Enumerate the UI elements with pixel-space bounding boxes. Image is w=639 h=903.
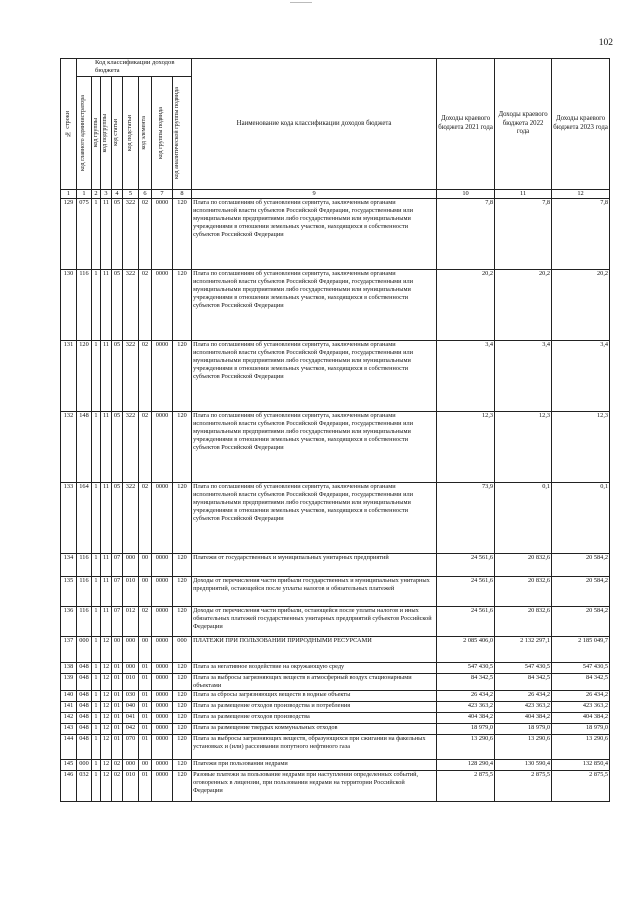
analytic-group-code: 120: [173, 771, 192, 802]
subtype-group-code: 0000: [152, 483, 173, 554]
revenue-2021: 3,4: [437, 341, 495, 412]
table-row: [61, 674, 610, 691]
article-code: 05: [112, 270, 123, 341]
article-code: 05: [112, 341, 123, 412]
subarticle-code: 010: [123, 771, 139, 802]
subtype-group-code: 0000: [152, 674, 173, 691]
element-code: 01: [139, 674, 152, 691]
revenue-2021: 73,9: [437, 483, 495, 554]
element-code: 01: [139, 691, 152, 702]
subtype-group-code: 0000: [152, 713, 173, 724]
row-number: 136: [61, 607, 77, 637]
revenue-2023: 20 584,2: [552, 607, 610, 637]
admin-code: 164: [77, 483, 92, 554]
element-code: 00: [139, 577, 152, 607]
group-code: 1: [92, 691, 101, 702]
row-number: 144: [61, 735, 77, 760]
subgroup-code: 11: [101, 270, 112, 341]
sub-header-subtype-group: [152, 76, 173, 189]
revenue-name: Плата по соглашениям об установлении сервитута, заключенным органами исполнительной власти субъектов Российской Федерации, государственными или муниципальными предприятиями либо государственными или муниципальными учреждениями в отношении земельных участков, находящихся в собственности субъектов Российской Федерации: [192, 341, 437, 412]
row-number: 142: [61, 713, 77, 724]
element-code: 02: [139, 199, 152, 270]
revenue-2022: 20 832,6: [495, 554, 552, 577]
group-code: 1: [92, 713, 101, 724]
subtype-group-code: 0000: [152, 199, 173, 270]
revenue-2021: 2 875,5: [437, 771, 495, 802]
subarticle-code: 070: [123, 735, 139, 760]
table-row: [61, 483, 610, 554]
subarticle-code: 322: [123, 341, 139, 412]
column-number: 5: [123, 189, 139, 198]
admin-code: 116: [77, 577, 92, 607]
row-number: 135: [61, 577, 77, 607]
element-code: 01: [139, 702, 152, 713]
sub-header-admin-label: код главного администратора: [80, 94, 87, 171]
subgroup-code: 11: [101, 412, 112, 483]
table-row: [61, 724, 610, 735]
subtype-group-code: 0000: [152, 637, 173, 663]
sub-header-subgroup-label: код подгруппы: [102, 113, 109, 153]
revenue-2021: 26 434,2: [437, 691, 495, 702]
year-2021-header: Доходы краевого бюджета 2021 года: [437, 59, 495, 190]
revenue-name: Плата за размещение отходов производства: [192, 713, 437, 724]
article-code: 02: [112, 771, 123, 802]
subtype-group-code: 0000: [152, 760, 173, 771]
subgroup-code: 12: [101, 702, 112, 713]
admin-code: 048: [77, 724, 92, 735]
admin-code: 116: [77, 607, 92, 637]
sub-header-subtype-group-label: код группы подвида: [158, 106, 165, 159]
column-number: 10: [437, 189, 495, 198]
admin-code: 048: [77, 691, 92, 702]
element-code: 01: [139, 713, 152, 724]
revenue-name: Плата по соглашениям об установлении сервитута, заключенным органами исполнительной власти субъектов Российской Федерации, государственными или муниципальными предприятиями либо государственными или муниципальными учреждениями в отношении земельных участков, находящихся в собственности субъектов Российской Федерации: [192, 412, 437, 483]
revenue-name: Платежи от государственных и муниципальных унитарных предприятий: [192, 554, 437, 577]
revenue-2023: 12,3: [552, 412, 610, 483]
revenue-2022: 0,1: [495, 483, 552, 554]
subgroup-code: 12: [101, 674, 112, 691]
admin-code: 148: [77, 412, 92, 483]
subtype-group-code: 0000: [152, 554, 173, 577]
revenue-2023: 26 434,2: [552, 691, 610, 702]
table-row: [61, 270, 610, 341]
revenue-name: Платежи при пользовании недрами: [192, 760, 437, 771]
revenue-name: Плата за размещение твердых коммунальных отходов: [192, 724, 437, 735]
budget-revenue-table: [60, 58, 610, 802]
analytic-group-code: 120: [173, 691, 192, 702]
subarticle-code: 030: [123, 691, 139, 702]
admin-code: 048: [77, 735, 92, 760]
group-code: 1: [92, 724, 101, 735]
subgroup-code: 11: [101, 577, 112, 607]
revenue-2021: 404 384,2: [437, 713, 495, 724]
analytic-group-code: 120: [173, 663, 192, 674]
element-code: 00: [139, 554, 152, 577]
revenue-2021: 24 561,6: [437, 577, 495, 607]
revenue-2021: 128 290,4: [437, 760, 495, 771]
revenue-2022: 12,3: [495, 412, 552, 483]
revenue-2021: 7,8: [437, 199, 495, 270]
column-number: 12: [552, 189, 610, 198]
subarticle-code: 000: [123, 663, 139, 674]
revenue-2022: 20,2: [495, 270, 552, 341]
row-number: 139: [61, 674, 77, 691]
analytic-group-code: 120: [173, 702, 192, 713]
table-row: [61, 341, 610, 412]
row-number: 134: [61, 554, 77, 577]
table-row: [61, 577, 610, 607]
analytic-group-code: 120: [173, 341, 192, 412]
revenue-2022: 2 875,5: [495, 771, 552, 802]
revenue-2022: 423 363,2: [495, 702, 552, 713]
revenue-name: Разовые платежи за пользование недрами при наступлении определенных событий, оговоренных в лицензии, при пользовании недрами на территории Российской Федерации: [192, 771, 437, 802]
subarticle-code: 042: [123, 724, 139, 735]
classification-group-header: Код классификации доходов бюджета: [77, 59, 192, 77]
subgroup-code: 11: [101, 554, 112, 577]
header-row-group: [61, 59, 610, 77]
row-number: 129: [61, 199, 77, 270]
admin-code: 048: [77, 713, 92, 724]
element-code: 01: [139, 663, 152, 674]
column-number: 9: [192, 189, 437, 198]
subarticle-code: 040: [123, 702, 139, 713]
subgroup-code: 11: [101, 341, 112, 412]
revenue-name: Плата за выбросы загрязняющих веществ в атмосферный воздух стационарными объектами: [192, 674, 437, 691]
revenue-2022: 20 832,6: [495, 577, 552, 607]
article-code: 02: [112, 760, 123, 771]
element-code: 02: [139, 607, 152, 637]
revenue-name: Плата за сбросы загрязняющих веществ в водные объекты: [192, 691, 437, 702]
subtype-group-code: 0000: [152, 691, 173, 702]
group-code: 1: [92, 483, 101, 554]
admin-code: 048: [77, 663, 92, 674]
subgroup-code: 12: [101, 663, 112, 674]
revenue-2022: 84 342,5: [495, 674, 552, 691]
group-code: 1: [92, 607, 101, 637]
element-code: 02: [139, 341, 152, 412]
admin-code: 000: [77, 760, 92, 771]
table-row: [61, 607, 610, 637]
revenue-name: Плата по соглашениям об установлении сервитута, заключенным органами исполнительной власти субъектов Российской Федерации, государственными или муниципальными предприятиями либо государственными или муниципальными учреждениями в отношении земельных участков, находящихся в собственности субъектов Российской Федерации: [192, 199, 437, 270]
subarticle-code: 000: [123, 554, 139, 577]
revenue-2023: 20,2: [552, 270, 610, 341]
row-number: 146: [61, 771, 77, 802]
column-number: 8: [173, 189, 192, 198]
subarticle-code: 322: [123, 412, 139, 483]
subtype-group-code: 0000: [152, 771, 173, 802]
analytic-group-code: 120: [173, 199, 192, 270]
sub-header-analytic-group: [173, 76, 192, 189]
analytic-group-code: 120: [173, 674, 192, 691]
article-code: 05: [112, 199, 123, 270]
subgroup-code: 12: [101, 713, 112, 724]
revenue-2023: 547 430,5: [552, 663, 610, 674]
subarticle-code: 322: [123, 199, 139, 270]
subarticle-code: 012: [123, 607, 139, 637]
table-row: [61, 771, 610, 802]
subtype-group-code: 0000: [152, 341, 173, 412]
revenue-2023: 423 363,2: [552, 702, 610, 713]
admin-code: 048: [77, 702, 92, 713]
subarticle-code: 010: [123, 674, 139, 691]
element-code: 01: [139, 724, 152, 735]
group-code: 1: [92, 412, 101, 483]
sub-header-article: [112, 76, 123, 189]
article-code: 01: [112, 724, 123, 735]
article-code: 07: [112, 607, 123, 637]
revenue-2021: 423 363,2: [437, 702, 495, 713]
element-code: 00: [139, 637, 152, 663]
subgroup-code: 12: [101, 691, 112, 702]
element-code: 02: [139, 270, 152, 341]
subarticle-code: 322: [123, 483, 139, 554]
subgroup-code: 12: [101, 735, 112, 760]
sub-header-analytic-group-label: код аналитической группы подвида: [174, 86, 180, 179]
sub-header-group-label: код группы: [93, 118, 99, 148]
column-number: 1: [61, 189, 77, 198]
column-number: 4: [112, 189, 123, 198]
article-code: 01: [112, 735, 123, 760]
sub-header-subarticle-label: код подстатьи: [126, 114, 133, 151]
subtype-group-code: 0000: [152, 270, 173, 341]
revenue-2023: 3,4: [552, 341, 610, 412]
revenue-2022: 13 290,6: [495, 735, 552, 760]
group-code: 1: [92, 199, 101, 270]
column-number: 11: [495, 189, 552, 198]
revenue-2022: 26 434,2: [495, 691, 552, 702]
subarticle-code: 322: [123, 270, 139, 341]
revenue-2021: 2 085 406,0: [437, 637, 495, 663]
revenue-2021: 13 290,6: [437, 735, 495, 760]
revenue-2022: 18 979,0: [495, 724, 552, 735]
column-number: 1: [77, 189, 92, 198]
group-code: 1: [92, 577, 101, 607]
revenue-2021: 84 342,5: [437, 674, 495, 691]
row-number: 133: [61, 483, 77, 554]
revenue-name: Плата за выбросы загрязняющих веществ, образующихся при сжигании на факельных установках и (или) рассеивании попутного нефтяного газа: [192, 735, 437, 760]
revenue-name: Доходы от перечисления части прибыли государственных и муниципальных унитарных предприятий, остающейся после уплаты налогов и обязательных платежей: [192, 577, 437, 607]
article-code: 00: [112, 637, 123, 663]
row-number: 145: [61, 760, 77, 771]
subarticle-code: 000: [123, 760, 139, 771]
column-number: 3: [101, 189, 112, 198]
analytic-group-code: 120: [173, 412, 192, 483]
subgroup-code: 12: [101, 760, 112, 771]
admin-code: 048: [77, 674, 92, 691]
row-number: 140: [61, 691, 77, 702]
revenue-2023: 132 850,4: [552, 760, 610, 771]
element-code: 02: [139, 412, 152, 483]
subgroup-code: 12: [101, 771, 112, 802]
analytic-group-code: 120: [173, 270, 192, 341]
sub-header-element-label: код элемента: [141, 116, 148, 150]
subarticle-code: 010: [123, 577, 139, 607]
revenue-2021: 12,3: [437, 412, 495, 483]
column-number: 7: [152, 189, 173, 198]
revenue-name: Плата за размещение отходов производства и потребления: [192, 702, 437, 713]
sub-header-element: [139, 76, 152, 189]
article-code: 01: [112, 702, 123, 713]
group-code: 1: [92, 760, 101, 771]
table-row: [61, 760, 610, 771]
table-row: [61, 663, 610, 674]
sub-header-subarticle: [123, 76, 139, 189]
revenue-2022: 7,8: [495, 199, 552, 270]
element-code: 01: [139, 735, 152, 760]
revenue-2022: 2 132 297,1: [495, 637, 552, 663]
page-number: 102: [598, 38, 613, 48]
sub-header-article-label: код статьи: [113, 119, 120, 147]
column-number-row: [61, 189, 610, 198]
article-code: 01: [112, 674, 123, 691]
subtype-group-code: 0000: [152, 412, 173, 483]
subtype-group-code: 0000: [152, 607, 173, 637]
analytic-group-code: 120: [173, 724, 192, 735]
group-code: 1: [92, 735, 101, 760]
analytic-group-code: 120: [173, 735, 192, 760]
admin-code: 120: [77, 341, 92, 412]
revenue-2021: 18 979,0: [437, 724, 495, 735]
group-code: 1: [92, 270, 101, 341]
subgroup-code: 11: [101, 607, 112, 637]
table-row: [61, 702, 610, 713]
subtype-group-code: 0000: [152, 702, 173, 713]
column-number: 6: [139, 189, 152, 198]
subgroup-code: 11: [101, 199, 112, 270]
article-code: 05: [112, 483, 123, 554]
subgroup-code: 12: [101, 637, 112, 663]
subarticle-code: 000: [123, 637, 139, 663]
group-code: 1: [92, 702, 101, 713]
row-number: 138: [61, 663, 77, 674]
row-number: 141: [61, 702, 77, 713]
article-code: 01: [112, 663, 123, 674]
subtype-group-code: 0000: [152, 663, 173, 674]
subgroup-code: 11: [101, 483, 112, 554]
revenue-name: ПЛАТЕЖИ ПРИ ПОЛЬЗОВАНИИ ПРИРОДНЫМИ РЕСУРСАМИ: [192, 637, 437, 663]
subtype-group-code: 0000: [152, 724, 173, 735]
analytic-group-code: 120: [173, 760, 192, 771]
admin-code: 116: [77, 270, 92, 341]
article-code: 07: [112, 554, 123, 577]
group-code: 1: [92, 674, 101, 691]
group-code: 1: [92, 341, 101, 412]
column-number: 2: [92, 189, 101, 198]
revenue-name: Доходы от перечисления части прибыли, остающейся после уплаты налогов и иных обязательных платежей государственных унитарных предприятий субъектов Российской Федерации: [192, 607, 437, 637]
row-number-header-label: № строки: [64, 111, 71, 137]
revenue-2023: 0,1: [552, 483, 610, 554]
admin-code: 116: [77, 554, 92, 577]
element-code: 02: [139, 483, 152, 554]
revenue-2023: 18 979,0: [552, 724, 610, 735]
revenue-2023: 404 384,2: [552, 713, 610, 724]
revenue-2021: 20,2: [437, 270, 495, 341]
row-number-header: [61, 59, 77, 190]
analytic-group-code: 120: [173, 607, 192, 637]
revenue-name: Плата по соглашениям об установлении сервитута, заключенным органами исполнительной власти субъектов Российской Федерации, государственными или муниципальными предприятиями либо государственными или муниципальными учреждениями в отношении земельных участков, находящихся в собственности субъектов Российской Федерации: [192, 483, 437, 554]
revenue-2023: 13 290,6: [552, 735, 610, 760]
subarticle-code: 041: [123, 713, 139, 724]
admin-code: 000: [77, 637, 92, 663]
year-2023-header: Доходы краевого бюджета 2023 года: [552, 59, 610, 190]
revenue-2023: 2 185 049,7: [552, 637, 610, 663]
article-code: 01: [112, 691, 123, 702]
table-row: [61, 735, 610, 760]
element-code: 00: [139, 760, 152, 771]
sub-header-admin: [77, 76, 92, 189]
group-code: 1: [92, 554, 101, 577]
top-scan-mark: [290, 2, 312, 3]
table-row: [61, 691, 610, 702]
article-code: 07: [112, 577, 123, 607]
table-row: [61, 199, 610, 270]
row-number: 130: [61, 270, 77, 341]
year-2022-header: Доходы краевого бюджета 2022 года: [495, 59, 552, 190]
analytic-group-code: 120: [173, 577, 192, 607]
analytic-group-code: 000: [173, 637, 192, 663]
element-code: 01: [139, 771, 152, 802]
article-code: 05: [112, 412, 123, 483]
revenue-2021: 24 561,6: [437, 607, 495, 637]
revenue-name: Плата по соглашениям об установлении сервитута, заключенным органами исполнительной власти субъектов Российской Федерации, государственными или муниципальными предприятиями либо государственными или муниципальными учреждениями в отношении земельных участков, находящихся в собственности субъектов Российской Федерации: [192, 270, 437, 341]
revenue-2023: 20 584,2: [552, 554, 610, 577]
article-code: 01: [112, 713, 123, 724]
revenue-2022: 130 590,4: [495, 760, 552, 771]
revenue-2023: 20 584,2: [552, 577, 610, 607]
subtype-group-code: 0000: [152, 735, 173, 760]
table-body: [61, 199, 610, 802]
group-code: 1: [92, 771, 101, 802]
subgroup-code: 12: [101, 724, 112, 735]
revenue-2022: 547 430,5: [495, 663, 552, 674]
analytic-group-code: 120: [173, 713, 192, 724]
revenue-2023: 84 342,5: [552, 674, 610, 691]
row-number: 131: [61, 341, 77, 412]
admin-code: 075: [77, 199, 92, 270]
row-number: 132: [61, 412, 77, 483]
group-code: 1: [92, 637, 101, 663]
name-column-header: Наименование кода классификации доходов бюджета: [192, 59, 437, 190]
revenue-2023: 7,8: [552, 199, 610, 270]
revenue-2023: 2 875,5: [552, 771, 610, 802]
row-number: 137: [61, 637, 77, 663]
analytic-group-code: 120: [173, 554, 192, 577]
table-row: [61, 713, 610, 724]
table-row: [61, 554, 610, 577]
admin-code: 032: [77, 771, 92, 802]
table-row: [61, 637, 610, 663]
subtype-group-code: 0000: [152, 577, 173, 607]
group-code: 1: [92, 663, 101, 674]
table-row: [61, 412, 610, 483]
revenue-2022: 20 832,6: [495, 607, 552, 637]
revenue-2022: 3,4: [495, 341, 552, 412]
sub-header-group: [92, 76, 101, 189]
row-number: 143: [61, 724, 77, 735]
revenue-2021: 547 430,5: [437, 663, 495, 674]
analytic-group-code: 120: [173, 483, 192, 554]
revenue-2021: 24 561,6: [437, 554, 495, 577]
sub-header-subgroup: [101, 76, 112, 189]
revenue-name: Плата за негативное воздействие на окружающую среду: [192, 663, 437, 674]
revenue-2022: 404 384,2: [495, 713, 552, 724]
